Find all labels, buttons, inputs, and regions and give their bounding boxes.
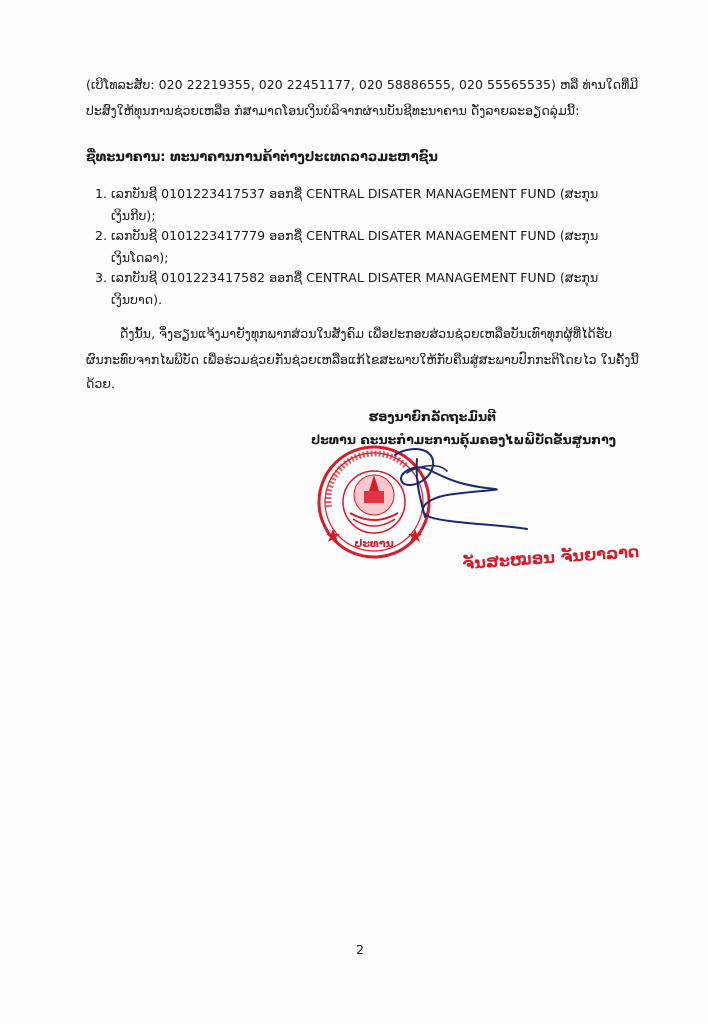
- closing-line-3: ດ້ວຍ.: [86, 376, 116, 391]
- page-number: 2: [356, 942, 364, 957]
- signer-name: ຈັນສະໝອນ ຈັນຍາລາດ: [461, 541, 640, 574]
- account-3-line-2: ເງິນບາດ).: [111, 292, 163, 307]
- bank-heading: ຊື່ທະນາຄານ: ທະນາຄານການຄ້າຕ່າງປະເທດລາວມະຫາຊົນ: [86, 150, 438, 165]
- signer-title-1: ຮອງນາຍົກລັດຖະມົນຕີ: [368, 409, 496, 424]
- account-1-line-1: 1. ເລກບັນຊີ 0101223417537 ອອກຊື່ CENTRAL DISATER MANAGEMENT FUND (ສະກຸນ: [95, 186, 599, 201]
- seal-label: ປະທານ: [354, 537, 394, 550]
- signer-title-2: ປະທານ ຄະນະກຳມະການຄຸ້ມຄອງໄພພິບັດຂັ້ນສູນກາງ: [311, 432, 616, 447]
- handwritten-signature: [355, 443, 535, 538]
- closing-line-2: ຜົນກະທົບຈາກໄພພິບັດ ເພື່ອຮ່ວມຊ່ວຍກັນຊ່ວຍເຫລືອແກ້ໄຂສະພາບໃຫ້ກັບຄືນສູ່ສະພາບປົກກະຕິໂດຍໄວ ໃນຄັ້ງນີ້: [86, 352, 639, 367]
- account-3-line-1: 3. ເລກບັນຊີ 0101223417582 ອອກຊື່ CENTRAL DISATER MANAGEMENT FUND (ສະກຸນ: [95, 270, 599, 285]
- account-1-line-2: ເງິນກີບ);: [111, 208, 156, 223]
- account-2-line-2: ເງິນໂດລາ);: [111, 250, 169, 265]
- intro-line-2: ປະສົງໃຫ້ທຸນການຊ່ວຍເຫລືອ ກໍສາມາດໂອນເງິນບໍລິຈາກຜ່ານບັນຊີທະນາຄານ ດັ່ງລາຍລະອຽດລຸ່ມນີ້:: [86, 103, 580, 118]
- closing-line-1: ດັ່ງນັ້ນ, ຈຶ່ງຮຽນແຈ້ງມາຍັງທຸກພາກສ່ວນໃນສັງຄົມ ເພື່ອປະກອບສ່ວນຊ່ວຍເຫລືອບັນເທົາທຸກຜູ້ທີ່ໄດ້ຮັບ: [120, 326, 613, 341]
- account-2-line-1: 2. ເລກບັນຊີ 0101223417779 ອອກຊື່ CENTRAL DISATER MANAGEMENT FUND (ສະກຸນ: [95, 228, 599, 243]
- intro-line-1: (ເບີໂທລະສັບ: 020 22219355, 020 22451177, 020 58886555, 020 55565535) ຫລື ທ່ານໃດທີ່ມີ: [86, 77, 639, 92]
